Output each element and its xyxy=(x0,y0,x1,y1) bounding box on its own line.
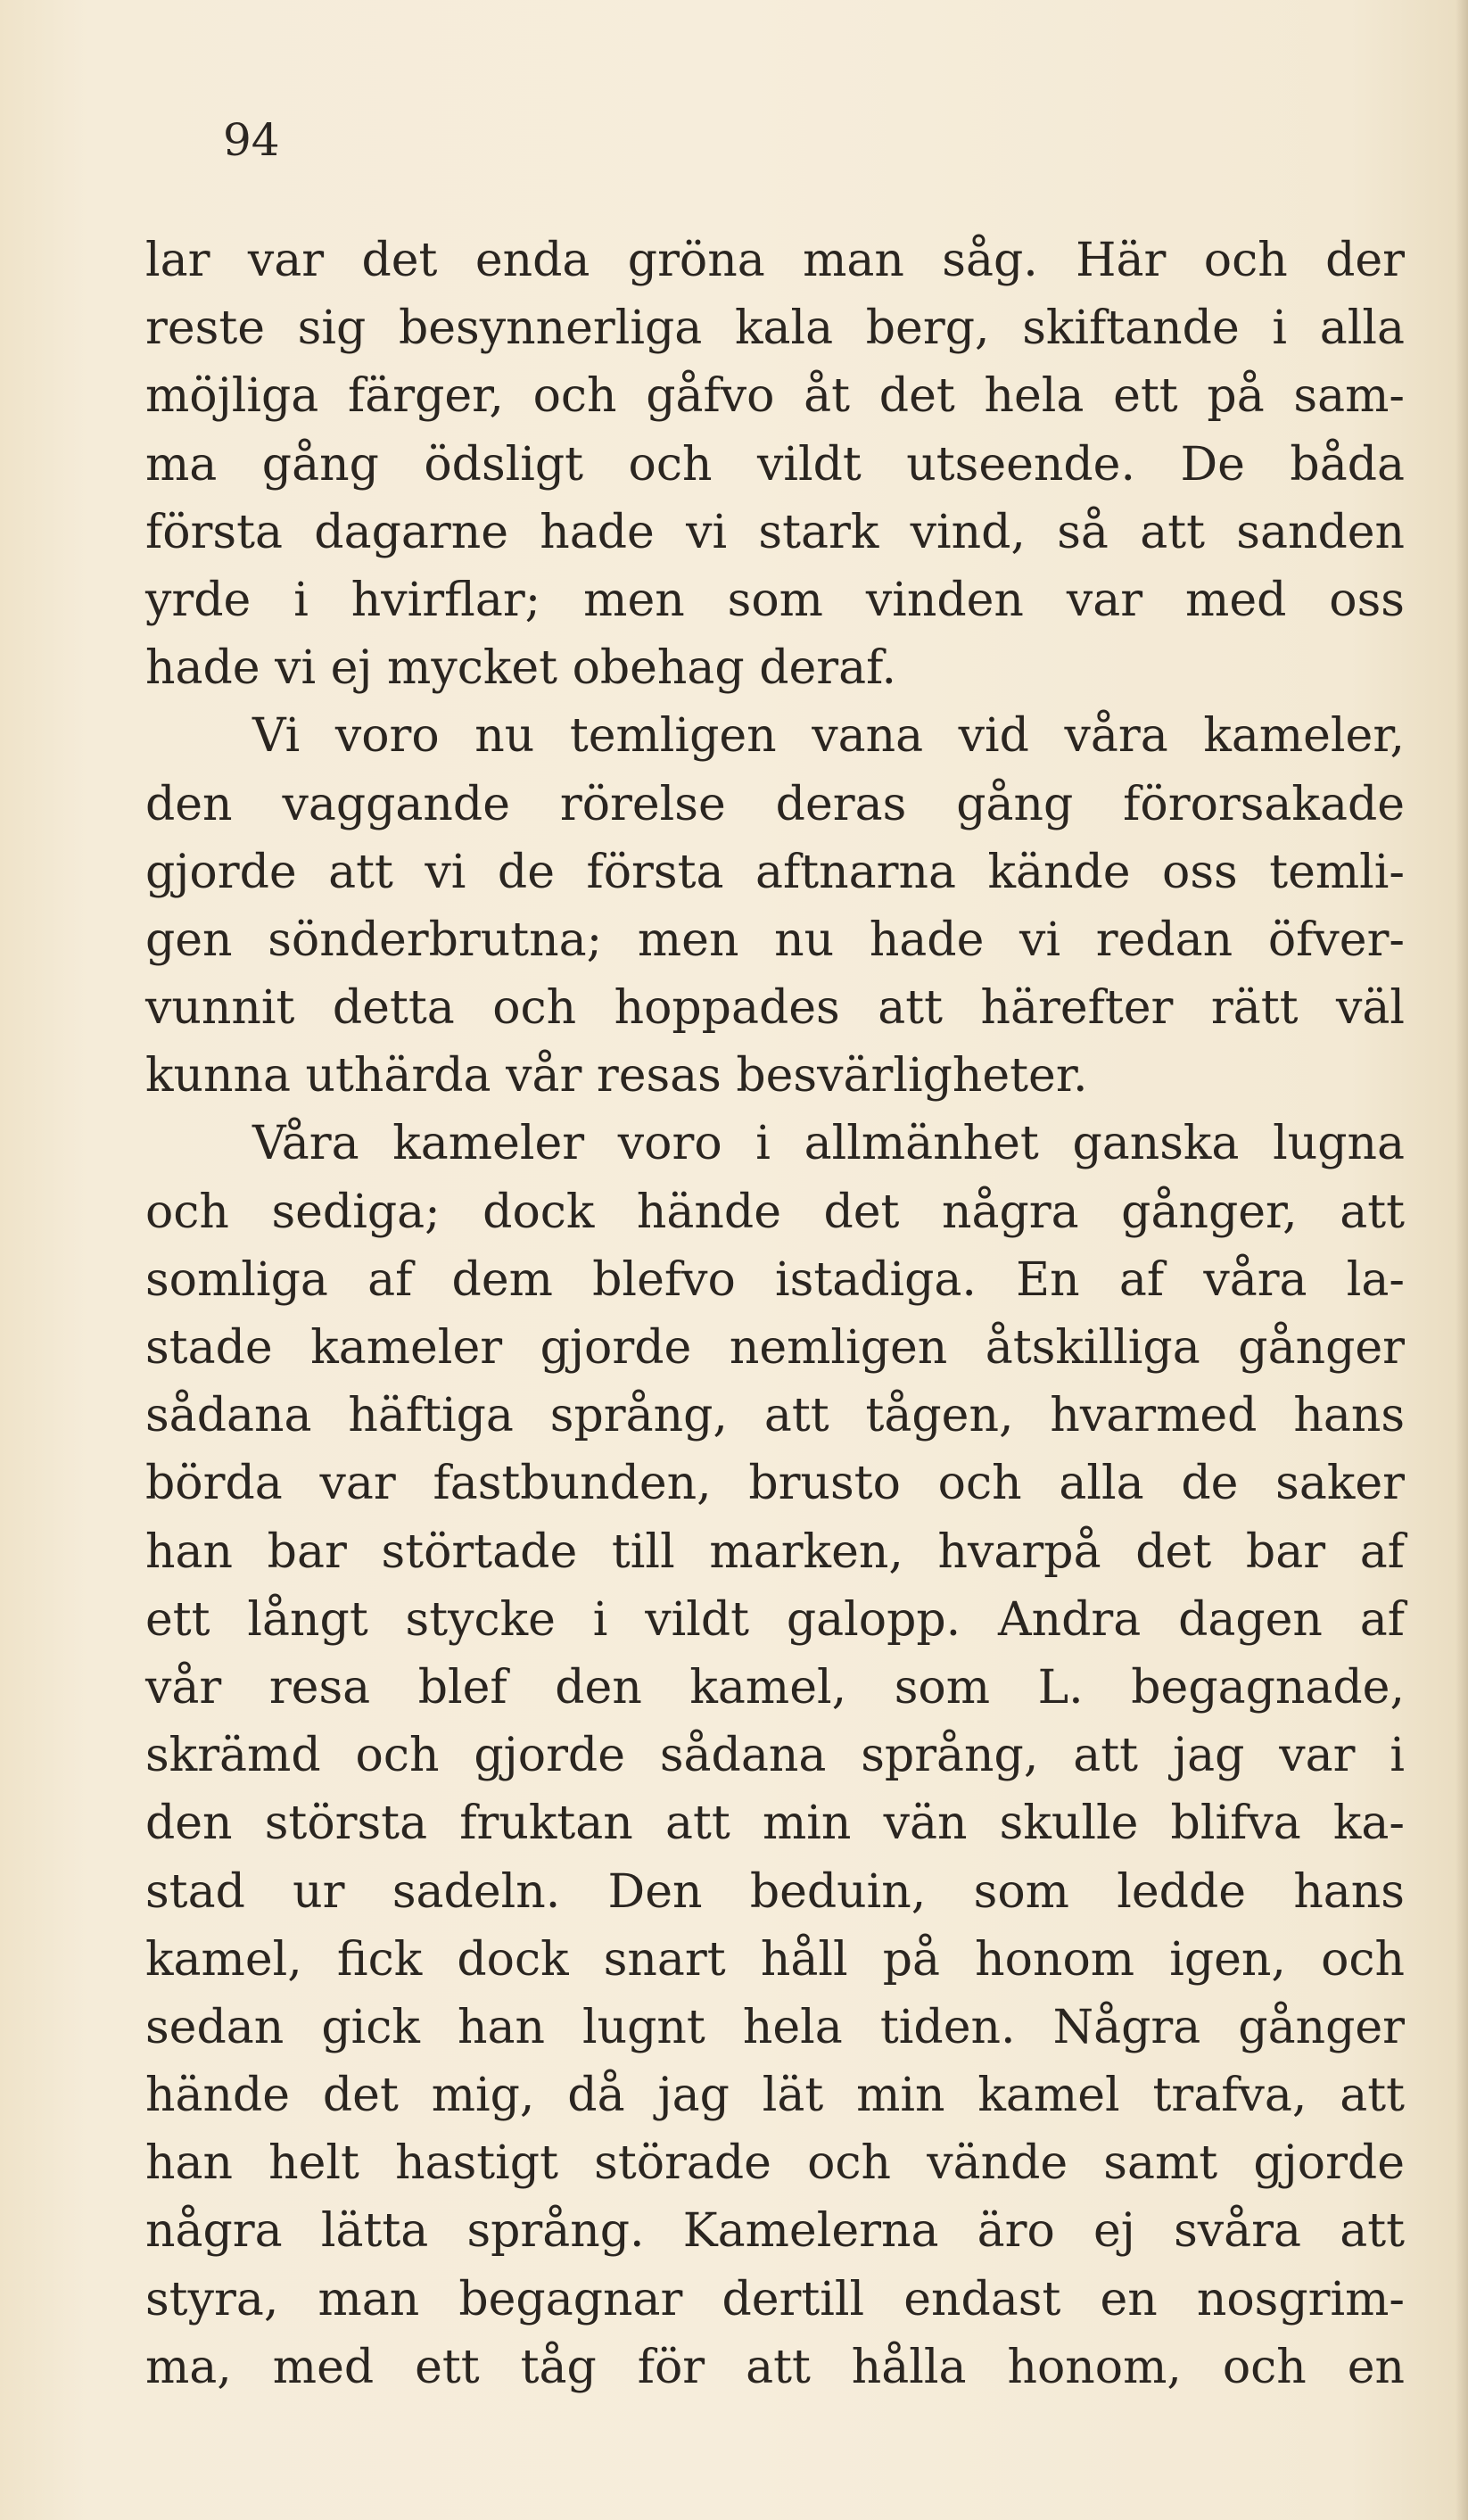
text-line: stad ur sadeln. Den beduin, som ledde hans xyxy=(145,1864,1405,1919)
text-line: ett långt stycke i vildt galopp. Andra dagen af xyxy=(145,1592,1405,1647)
text-line: möjliga färger, och gåfvo åt det hela ett på sam- xyxy=(145,369,1405,424)
text-line: vår resa blef den kamel, som L. begagnade, xyxy=(145,1660,1405,1714)
text-line: och sediga; dock hände det några gånger, att xyxy=(145,1185,1405,1239)
text-line: några lätta språng. Kamelerna äro ej svåra att xyxy=(145,2204,1405,2259)
text-line: börda var fastbunden, brusto och alla de saker xyxy=(145,1457,1405,1511)
text-line: han bar störtade till marken, hvarpå det bar af xyxy=(145,1524,1405,1579)
text-line: Vi voro nu temligen vana vid våra kameler, xyxy=(252,709,1405,764)
text-line: ma gång ödsligt och vildt utseende. De båda xyxy=(145,437,1405,492)
text-line: sådana häftiga språng, att tågen, hvarmed hans xyxy=(145,1389,1405,1443)
text-line: första dagarne hade vi stark vind, så att sanden xyxy=(145,505,1405,559)
text-line: yrde i hvirflar; men som vinden var med oss xyxy=(145,573,1405,627)
text-line: reste sig besynnerliga kala berg, skiftande i alla xyxy=(145,302,1405,356)
text-line: vunnit detta och hoppades att härefter rätt väl xyxy=(145,981,1405,1036)
text-line: hade vi ej mycket obehag deraf. xyxy=(145,641,897,696)
text-line: den största fruktan att min vän skulle blifva ka- xyxy=(145,1797,1405,1851)
text-line: somliga af dem blefvo istadiga. En af våra la- xyxy=(145,1252,1405,1307)
text-line: hände det mig, då jag lät min kamel trafva, att xyxy=(145,2069,1405,2123)
text-line: kunna uthärda vår resas besvärligheter. xyxy=(145,1049,1088,1103)
text-line: stade kameler gjorde nemligen åtskilliga gånger xyxy=(145,1321,1405,1375)
text-line: ma, med ett tåg för att hålla honom, och en xyxy=(145,2340,1405,2394)
page-edge-shadow xyxy=(1456,0,1468,2520)
text-line: gen sönderbrutna; men nu hade vi redan öfver- xyxy=(145,913,1405,967)
text-line: sedan gick han lugnt hela tiden. Några gånger xyxy=(145,2000,1405,2054)
text-line: Våra kameler voro i allmänhet ganska lugna xyxy=(252,1117,1405,1171)
text-line: den vaggande rörelse deras gång förorsakade xyxy=(145,777,1405,831)
text-line: gjorde att vi de första aftnarna kände oss temli- xyxy=(145,845,1405,899)
page-number: 94 xyxy=(223,114,280,166)
text-line: han helt hastigt störade och vände samt gjorde xyxy=(145,2136,1405,2191)
text-line: skrämd och gjorde sådana språng, att jag var i xyxy=(145,1729,1405,1783)
text-line: styra, man begagnar dertill endast en nosgrim- xyxy=(145,2272,1405,2326)
text-line: kamel, fick dock snart håll på honom igen, och xyxy=(145,1932,1405,1987)
page-text xyxy=(145,227,1405,2401)
text-line: lar var det enda gröna man såg. Här och der xyxy=(145,234,1405,287)
